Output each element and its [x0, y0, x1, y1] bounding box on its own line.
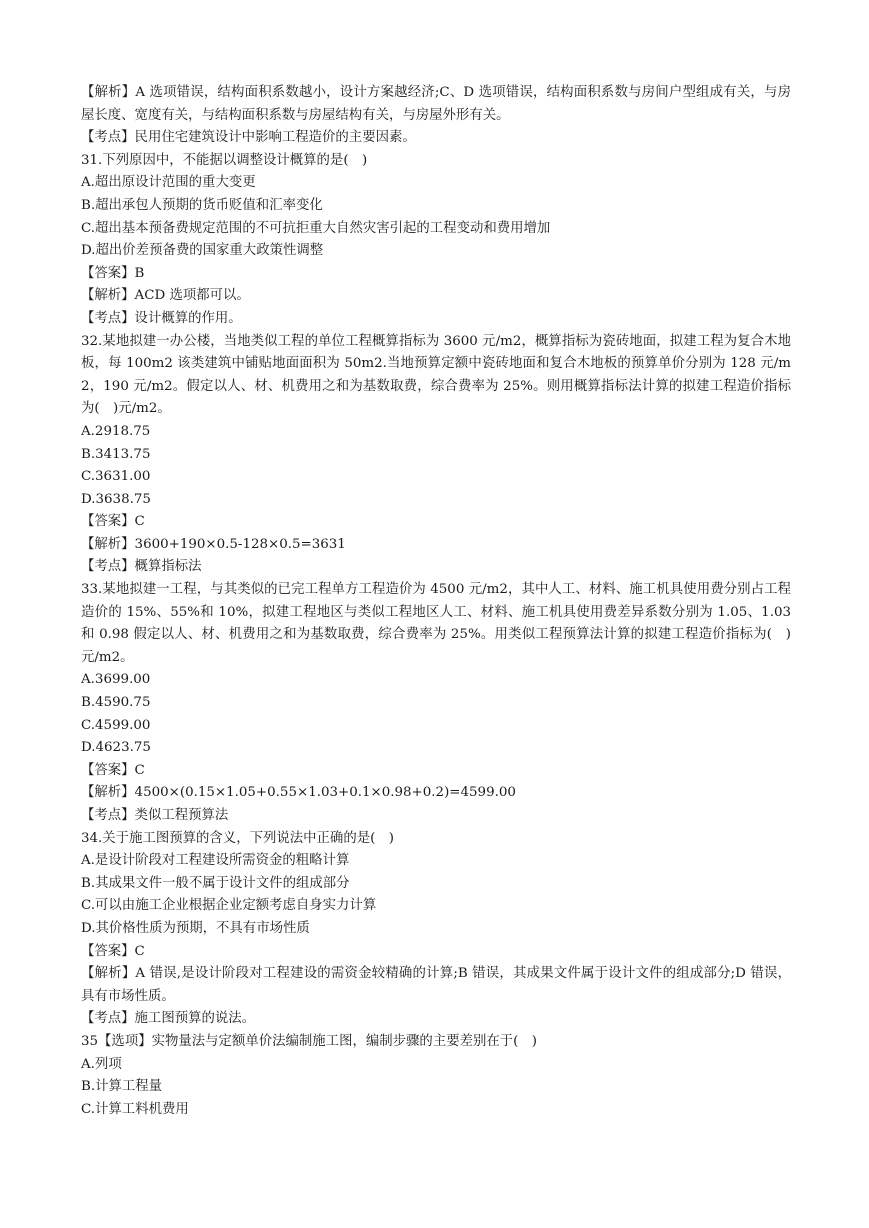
answer-line: 【答案】C [81, 514, 145, 530]
key-point-line: 【考点】设计概算的作用。 [81, 310, 242, 326]
answer-line: 【答案】B [81, 265, 145, 281]
option-d: D.3638.75 [81, 491, 151, 507]
question-35: 35【选项】实物量法与定额单价法编制施工图，编制步骤的主要差别在于( ) [81, 1033, 537, 1049]
analysis-line: 【解析】3600+190×0.5-128×0.5=3631 [81, 536, 346, 552]
option-d: D.超出价差预备费的国家重大政策性调整 [81, 243, 324, 259]
answer-line: 【答案】C [81, 943, 145, 959]
question-32: 32.某地拟建一办公楼，当地类似工程的单位工程概算指标为 3600 元/m2，概算指标为瓷砖地面，拟建工程为复合木地板，每 100m2 该类建筑中铺贴地面面积为 50m2.当地预算定额中瓷砖地面和复合木地板的预算单价分别为 128 元/m2，190 元/m2。假定以人、材、机费用之和为基数取费，综合费率为 25%。则用概算指标法计算的拟建工程造价指标为( )元/m2。 [81, 333, 791, 417]
analysis-line: 【解析】ACD 选项都可以。 [81, 288, 250, 304]
option-c: C.3631.00 [81, 469, 151, 485]
document-page [81, 82, 791, 1121]
key-point-line: 【考点】概算指标法 [81, 559, 202, 575]
key-point-line: 【考点】民用住宅建筑设计中影响工程造价的主要因素。 [81, 130, 416, 146]
analysis-paragraph: 【解析】A 错误,是设计阶段对工程建设的需资金较精确的计算;B 错误，其成果文件属于设计文件的组成部分;D 错误，具有市场性质。 [81, 966, 791, 1004]
option-c: C.超出基本预备费规定范围的不可抗拒重大自然灾害引起的工程变动和费用增加 [81, 220, 551, 236]
option-c: C.可以由施工企业根据企业定额考虑自身实力计算 [81, 898, 377, 914]
option-a: A.是设计阶段对工程建设所需资金的粗略计算 [81, 853, 350, 869]
analysis-paragraph: 【解析】A 选项错误，结构面积系数越小，设计方案越经济;C、D 选项错误，结构面积系数与房间户型组成有关，与房屋长度、宽度有关，与结构面积系数与房屋结构有关，与房屋外形有关。 [81, 85, 791, 123]
key-point-line: 【考点】类似工程预算法 [81, 808, 229, 823]
option-a: A.超出原设计范围的重大变更 [81, 175, 256, 191]
option-b: B.超出承包人预期的货币贬值和汇率变化 [81, 197, 323, 213]
option-b: B.4590.75 [81, 695, 151, 711]
question-31: 31.下列原因中，不能据以调整设计概算的是( ) [81, 152, 368, 168]
option-c: C.4599.00 [81, 717, 151, 733]
option-b: B.3413.75 [81, 446, 151, 462]
option-a: A.2918.75 [81, 423, 151, 439]
option-b: B.计算工程量 [81, 1079, 163, 1095]
option-b: B.其成果文件一般不属于设计文件的组成部分 [81, 875, 350, 891]
option-d: D.4623.75 [81, 740, 151, 756]
analysis-line: 【解析】4500×(0.15×1.05+0.55×1.03+0.1×0.98+0.2)=4599.00 [81, 785, 516, 801]
option-c: C.计算工料机费用 [81, 1101, 189, 1117]
answer-line: 【答案】C [81, 762, 145, 778]
option-a: A.3699.00 [81, 672, 151, 688]
question-33: 33.某地拟建一工程，与其类似的已完工程单方工程造价为 4500 元/m2，其中人工、材料、施工机具使用费分别占工程造价的 15%、55%和 10%，拟建工程地区与类似工程地区人工、材料、施工机具使用费差异系数分别为 1.05、1.03 和 0.98 假定以人、材、机费用之和为基数取费，综合费率为 25%。用类似工程预算法计算的拟建工程造价指标为( )元/m2。 [81, 582, 791, 665]
option-d: D.其价格性质为预期，不具有市场性质 [81, 920, 310, 936]
question-34: 34.关于施工图预算的含义，下列说法中正确的是( ) [81, 830, 394, 846]
option-a: A.列项 [81, 1056, 122, 1072]
key-point-line: 【考点】施工图预算的说法。 [81, 1011, 256, 1027]
